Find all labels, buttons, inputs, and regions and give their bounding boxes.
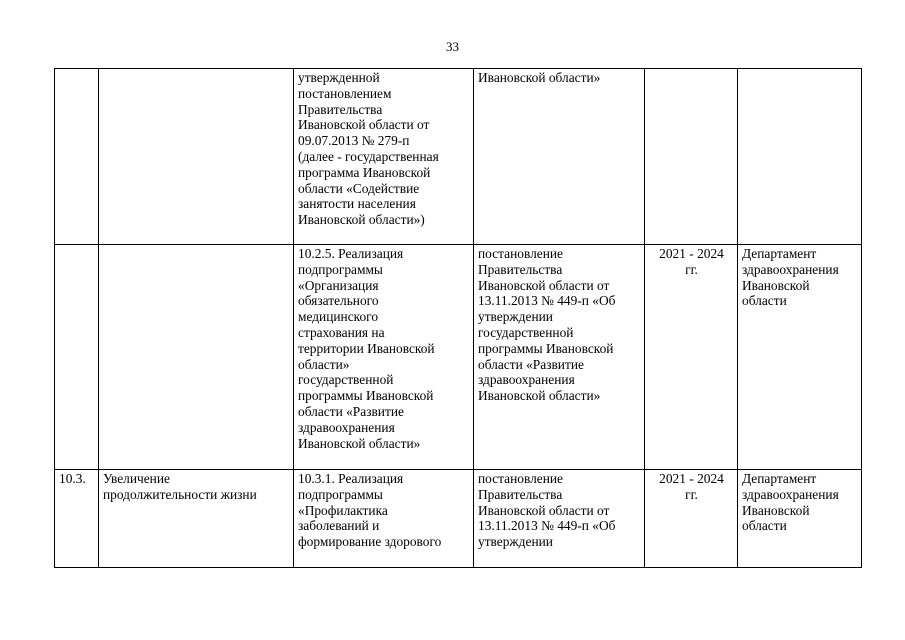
period-cell: 2021 - 2024 гг. <box>645 245 738 470</box>
task-cell <box>99 69 294 245</box>
document-cell: постановление Правительства Ивановской области от 13.11.2013 № 449-п «Об утверждении государственной программы Ивановской области «Развитие здравоохранения Ивановской области» <box>474 245 645 470</box>
row-number-cell <box>55 69 99 245</box>
table-row <box>55 245 862 470</box>
row-number-cell: 10.3. <box>55 470 99 568</box>
row-number-cell <box>55 245 99 470</box>
task-cell: Увеличение продолжительности жизни <box>99 470 294 568</box>
executor-cell: Департамент здравоохранения Ивановской области <box>738 470 862 568</box>
executor-cell: Департамент здравоохранения Ивановской области <box>738 245 862 470</box>
executor-cell <box>738 69 862 245</box>
measures-table <box>54 68 862 568</box>
measure-cell: утвержденной постановлением Правительства Ивановской области от 09.07.2013 № 279-п (далее - государственная программа Ивановской области «Содействие занятости населения Ивановской области») <box>294 69 474 245</box>
measure-cell: 10.3.1. Реализация подпрограммы «Профилактика заболеваний и формирование здорового <box>294 470 474 568</box>
period-cell <box>645 69 738 245</box>
page-number: 33 <box>446 39 459 54</box>
document-cell: постановление Правительства Ивановской области от 13.11.2013 № 449-п «Об утверждении <box>474 470 645 568</box>
task-cell <box>99 245 294 470</box>
table-row <box>55 69 862 245</box>
table-row <box>55 470 862 568</box>
period-cell: 2021 - 2024 гг. <box>645 470 738 568</box>
measure-cell: 10.2.5. Реализация подпрограммы «Организация обязательного медицинского страхования на территории Ивановской области» государственной программы Ивановской области «Развитие здравоохранения Ивановской области» <box>294 245 474 470</box>
document-cell: Ивановской области» <box>474 69 645 245</box>
